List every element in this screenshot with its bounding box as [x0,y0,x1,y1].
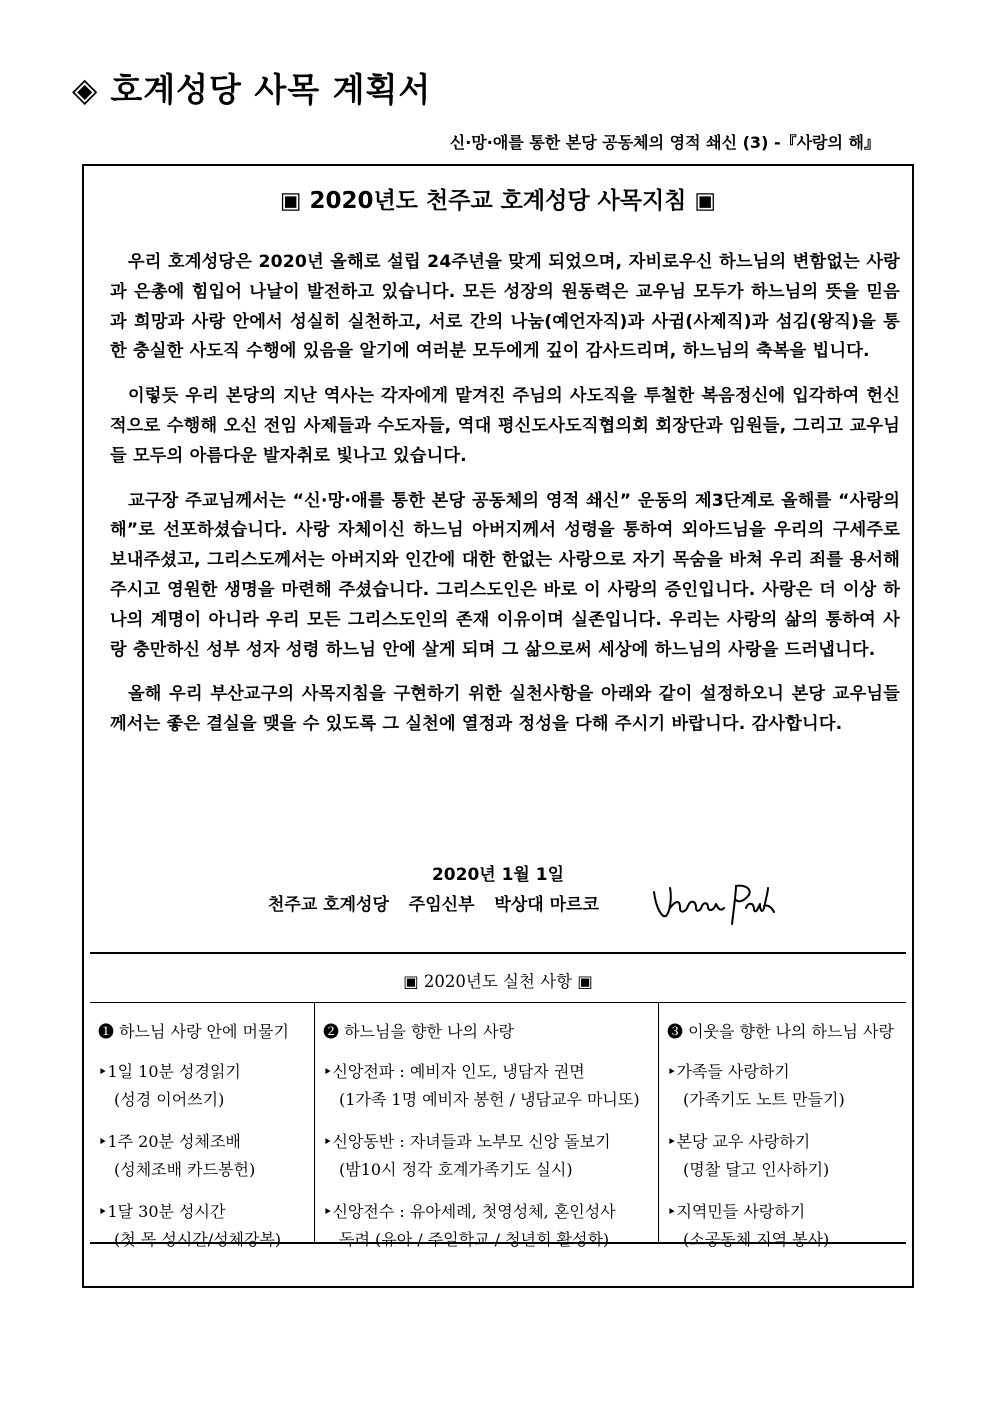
list-item [667,1058,906,1114]
item-sub: 독려 (유아 / 주일학교 / 청년회 활성화) [339,1230,610,1249]
item-line: ‣지역민들 사랑하기 [667,1202,806,1221]
letter-body [110,248,900,755]
item-line: ‣본당 교우 사랑하기 [667,1132,811,1151]
subtitle: 신·망·애를 통한 본당 공동체의 영적 쇄신 (3) -『사랑의 해』 [449,133,880,152]
item-sub: (가족기도 노트 만들기) [683,1090,845,1109]
paragraph-4: 올해 우리 부산교구의 사목지침을 구현하기 위한 실천사항을 아래와 같이 설정하오니 본당 교우님들께서는 좋은 결실을 맺을 수 있도록 그 실천에 열정과 정성을 다해 주시기 바랍니다. 감사합니다. [110,684,900,735]
title-text: 호계성당 사목 계획서 [110,70,432,109]
item-sub: (소공동체 지역 봉사) [683,1230,830,1249]
column-title: ❷ 하느님을 향한 나의 사랑 [323,1022,514,1041]
list-item [98,1058,314,1114]
item-sub: (첫 목 성시간/성체강복) [114,1230,282,1249]
letter-date: 2020년 1월 1일 [431,865,565,885]
list-item [667,1128,906,1184]
item-line: ‣신앙전파 : 예비자 인도, 냉담자 권면 [323,1062,585,1081]
page-title [72,64,431,111]
item-sub: (성체조배 카드봉헌) [114,1160,256,1179]
item-sub: (밤10시 정각 호계가족기도 실시) [339,1160,573,1179]
paragraph-1: 우리 호계성당은 2020년 올해로 설립 24주년을 맞게 되었으며, 자비로우신 하느님의 변함없는 사랑과 은총에 힘입어 나날이 발전하고 있습니다. 모든 성장의 원동력은 교우님 모두가 하느님의 뜻을 믿음과 희망과 사랑 안에서 성실히 실천하고, 서로 간의 나눔(예언자직)과 사귐(사제직)과 섬김(왕직)을 통한 충실한 사도직 수행에 있음을 알기에 여러분 모두에게 깊이 감사드리며, 하느님의 축복을 빕니다. [110,252,900,362]
item-line: ‣가족들 사랑하기 [667,1062,790,1081]
practice-column-1 [90,1003,314,1249]
handwritten-signature [650,878,776,928]
letter-heading: ▣ 2020년도 천주교 호계성당 사목지침 ▣ [279,188,717,214]
practice-column-3 [658,1003,906,1249]
column-title: ❶ 하느님 사랑 안에 머물기 [98,1022,289,1041]
list-item [98,1198,314,1254]
practice-columns [90,1002,906,1249]
practice-column-2 [314,1003,658,1249]
list-item [323,1128,658,1184]
diamond-icon: ◈ [72,70,99,109]
item-sub: (명찰 달고 인사하기) [683,1160,830,1179]
paragraph-2: 이렇듯 우리 본당의 지난 역사는 각자에게 맡겨진 주님의 사도직을 투철한 복음정신에 입각하여 헌신적으로 수행해 오신 전임 사제들과 수도자들, 역대 평신도사도직협의회 회장단과 임원들, 그리고 교우님들 모두의 아름다운 발자취로 빛나고 있습니다. [110,386,900,466]
list-item [323,1058,658,1114]
list-item [667,1198,906,1254]
signer-role: 주임신부 [408,895,475,915]
list-item [323,1198,658,1254]
item-sub: (1가족 1명 예비자 봉헌 / 냉담교우 마니또) [339,1090,640,1109]
practice-section [90,952,906,1249]
paragraph-3: 교구장 주교님께서는 “신·망·애를 통한 본당 공동체의 영적 쇄신” 운동의 제3단계로 올해를 “사랑의 해”로 선포하셨습니다. 사랑 자체이신 하느님 아버지께서 성령을 통하여 외아드님을 우리의 구세주로 보내주셨고, 그리스도께서는 아버지와 인간에 대한 한없는 사랑으로 자기 목숨을 바쳐 우리 죄를 용서해 주시고 영원한 생명을 마련해 주셨습니다. 그리스도인은 바로 이 사랑의 증인입니다. 사랑은 더 이상 하나의 계명이 아니라 우리 모든 그리스도인의 존재 이유이며 실존입니다. 우리는 사랑의 삶의 통하여 사랑 충만하신 성부 성자 성령 하느님 안에 살게 되며 그 삶으로써 세상에 하느님의 사랑을 드러냅니다. [110,490,900,660]
practice-title: ▣ 2020년도 실천 사항 ▣ [403,972,593,991]
item-line: ‣신앙전수 : 유아세례, 첫영성체, 혼인성사 [323,1202,616,1221]
item-line: ‣1일 10분 성경읽기 [98,1062,241,1081]
item-line: ‣신앙동반 : 자녀들과 노부모 신앙 돌보기 [323,1132,611,1151]
item-sub: (성경 이어쓰기) [114,1090,225,1109]
item-line: ‣1달 30분 성시간 [98,1202,226,1221]
item-line: ‣1주 20분 성체조배 [98,1132,241,1151]
pastoral-letter-frame [82,164,914,1288]
signer-church: 천주교 호계성당 [268,895,389,915]
signer-line [268,890,613,915]
signer-name: 박상대 마르코 [494,895,599,915]
list-item [98,1128,314,1184]
column-title: ❸ 이웃을 향한 나의 하느님 사랑 [667,1022,894,1041]
